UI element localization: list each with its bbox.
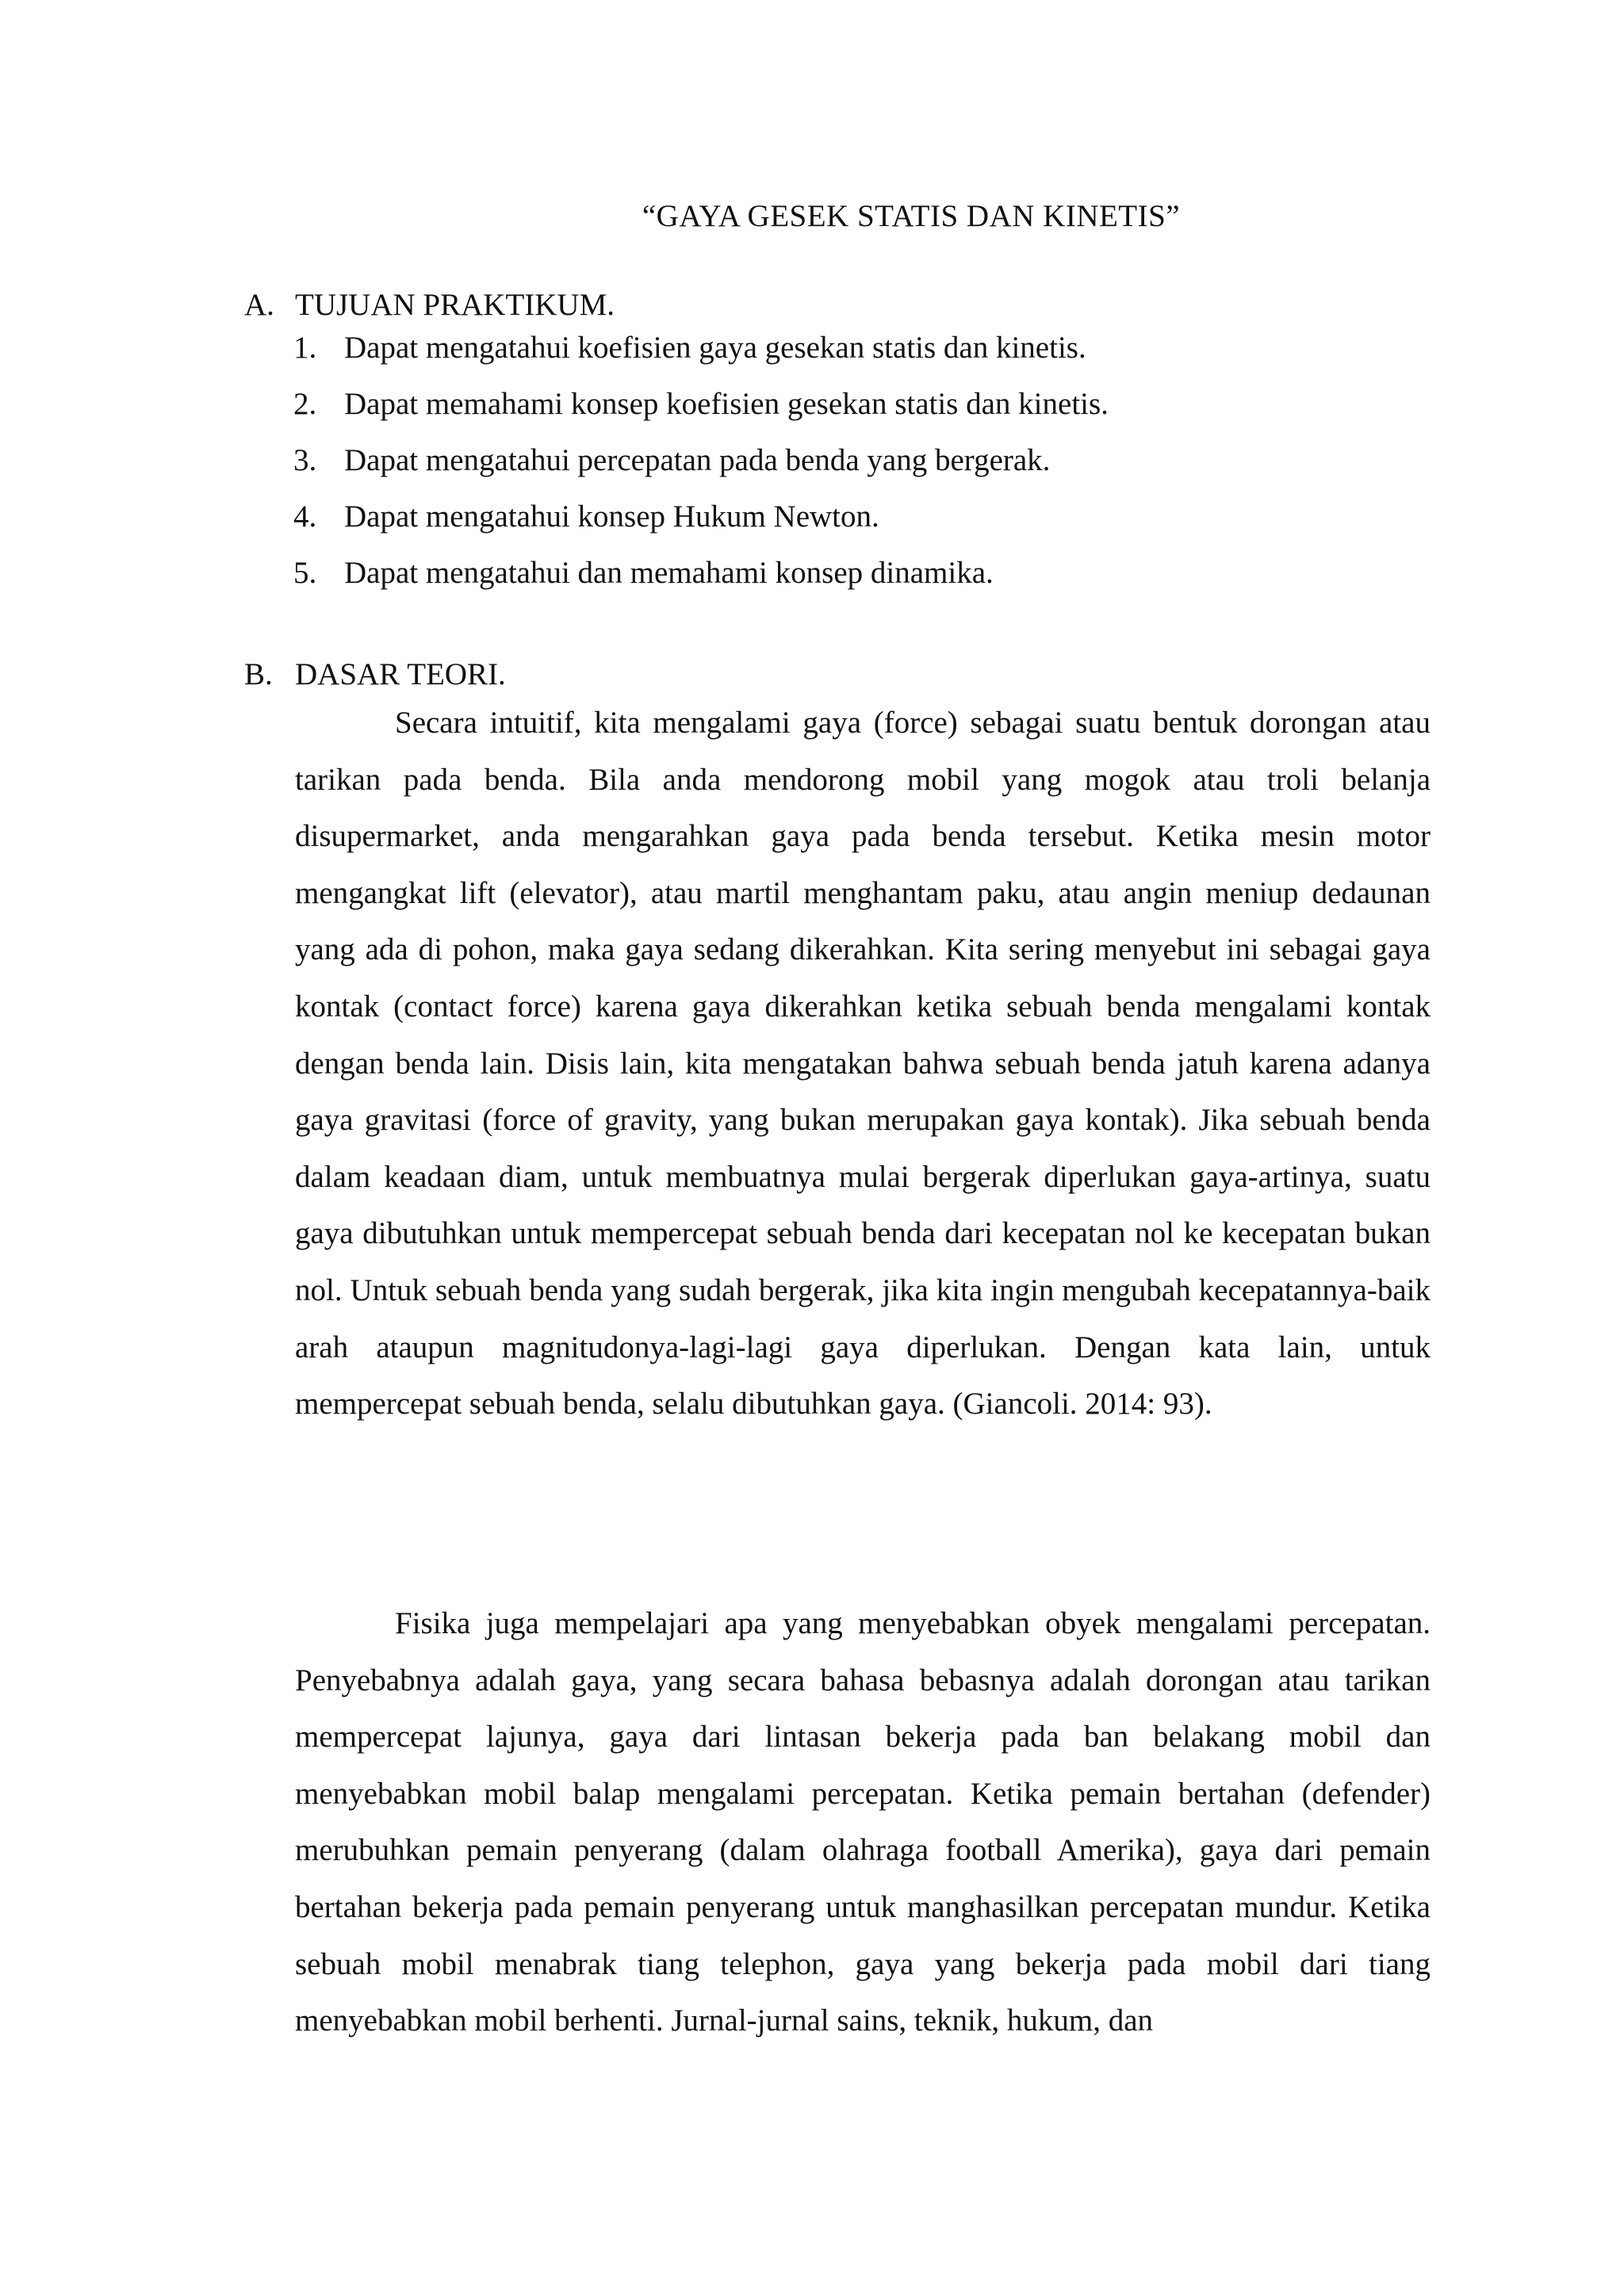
list-item-text: Dapat mengatahui koefisien gaya gesekan statis dan kinetis. [344,331,1086,365]
list-item-number: 1. [293,331,317,365]
theory-paragraph-2: Fisika juga mempelajari apa yang menyebabkan obyek mengalami percepatan. Penyebabnya adalah gaya, yang secara bahasa bebasnya adalah dorongan atau tarikan mempercepat lajunya, gaya dari lintasan bekerja pada ban belakang mobil dan menyebabkan mobil balap mengalami percepatan. Ketika pemain bertahan (defender) merubuhkan pemain penyerang (dalam olahraga football Amerika), gaya dari pemain bertahan bekerja pada pemain penyerang untuk manghasilkan percepatan mundur. Ketika sebuah mobil menabrak tiang telephon, gaya yang bekerja pada mobil dari tiang menyebabkan mobil berhenti. Jurnal-jurnal sains, teknik, hukum, dan [295,1606,1431,2038]
section-b-heading [244,655,506,695]
theory-paragraph-1: Secara intuitif, kita mengalami gaya (force) sebagai suatu bentuk dorongan atau tarikan pada benda. Bila anda mendorong mobil yang mogok atau troli belanja disupermarket, anda mengarahkan gaya pada benda tersebut. Ketika mesin motor mengangkat lift (elevator), atau martil menghantam paku, atau angin meniup dedaunan yang ada di pohon, maka gaya sedang dikerahkan. Kita sering menyebut ini sebagai gaya kontak (contact force) karena gaya dikerahkan ketika sebuah benda mengalami kontak dengan benda lain. Disis lain, kita mengatakan bahwa sebuah benda jatuh karena adanya gaya gravitasi (force of gravity, yang bukan merupakan gaya kontak). Jika sebuah benda dalam keadaan diam, untuk membuatnya mulai bergerak diperlukan gaya-artinya, suatu gaya dibutuhkan untuk mempercepat sebuah benda dari kecepatan nol ke kecepatan bukan nol. Untuk sebuah benda yang sudah bergerak, jika kita ingin mengubah kecepatannya-baik arah ataupun magnitudonya-lagi-lagi gaya diperlukan. Dengan kata lain, untuk mempercepat sebuah benda, selalu dibutuhkan gaya. (Giancoli. 2014: 93). [295,706,1431,1422]
objectives-list [293,328,1109,610]
section-a-letter: A. [244,288,274,322]
list-item [293,441,1109,497]
list-item-number: 3. [293,443,317,477]
list-item-text: Dapat memahami konsep koefisien gesekan statis dan kinetis. [344,387,1109,421]
list-item [293,553,1109,610]
list-item-text: Dapat mengatahui dan memahami konsep dinamika. [344,556,994,590]
list-item-number: 4. [293,499,317,534]
list-item-number: 5. [293,556,317,590]
list-item-text: Dapat mengatahui konsep Hukum Newton. [344,499,879,534]
section-a-heading-text: TUJUAN PRAKTIKUM. [295,288,615,322]
list-item [293,385,1109,441]
list-item-number: 2. [293,387,317,421]
list-item [293,328,1109,385]
list-item-text: Dapat mengatahui percepatan pada benda yang bergerak. [344,443,1051,477]
section-b-heading-text: DASAR TEORI. [295,657,506,691]
section-b-letter: B. [244,657,273,691]
document-title: “GAYA GESEK STATIS DAN KINETIS” [642,199,1181,233]
list-item [293,497,1109,553]
section-a-heading [244,285,615,325]
